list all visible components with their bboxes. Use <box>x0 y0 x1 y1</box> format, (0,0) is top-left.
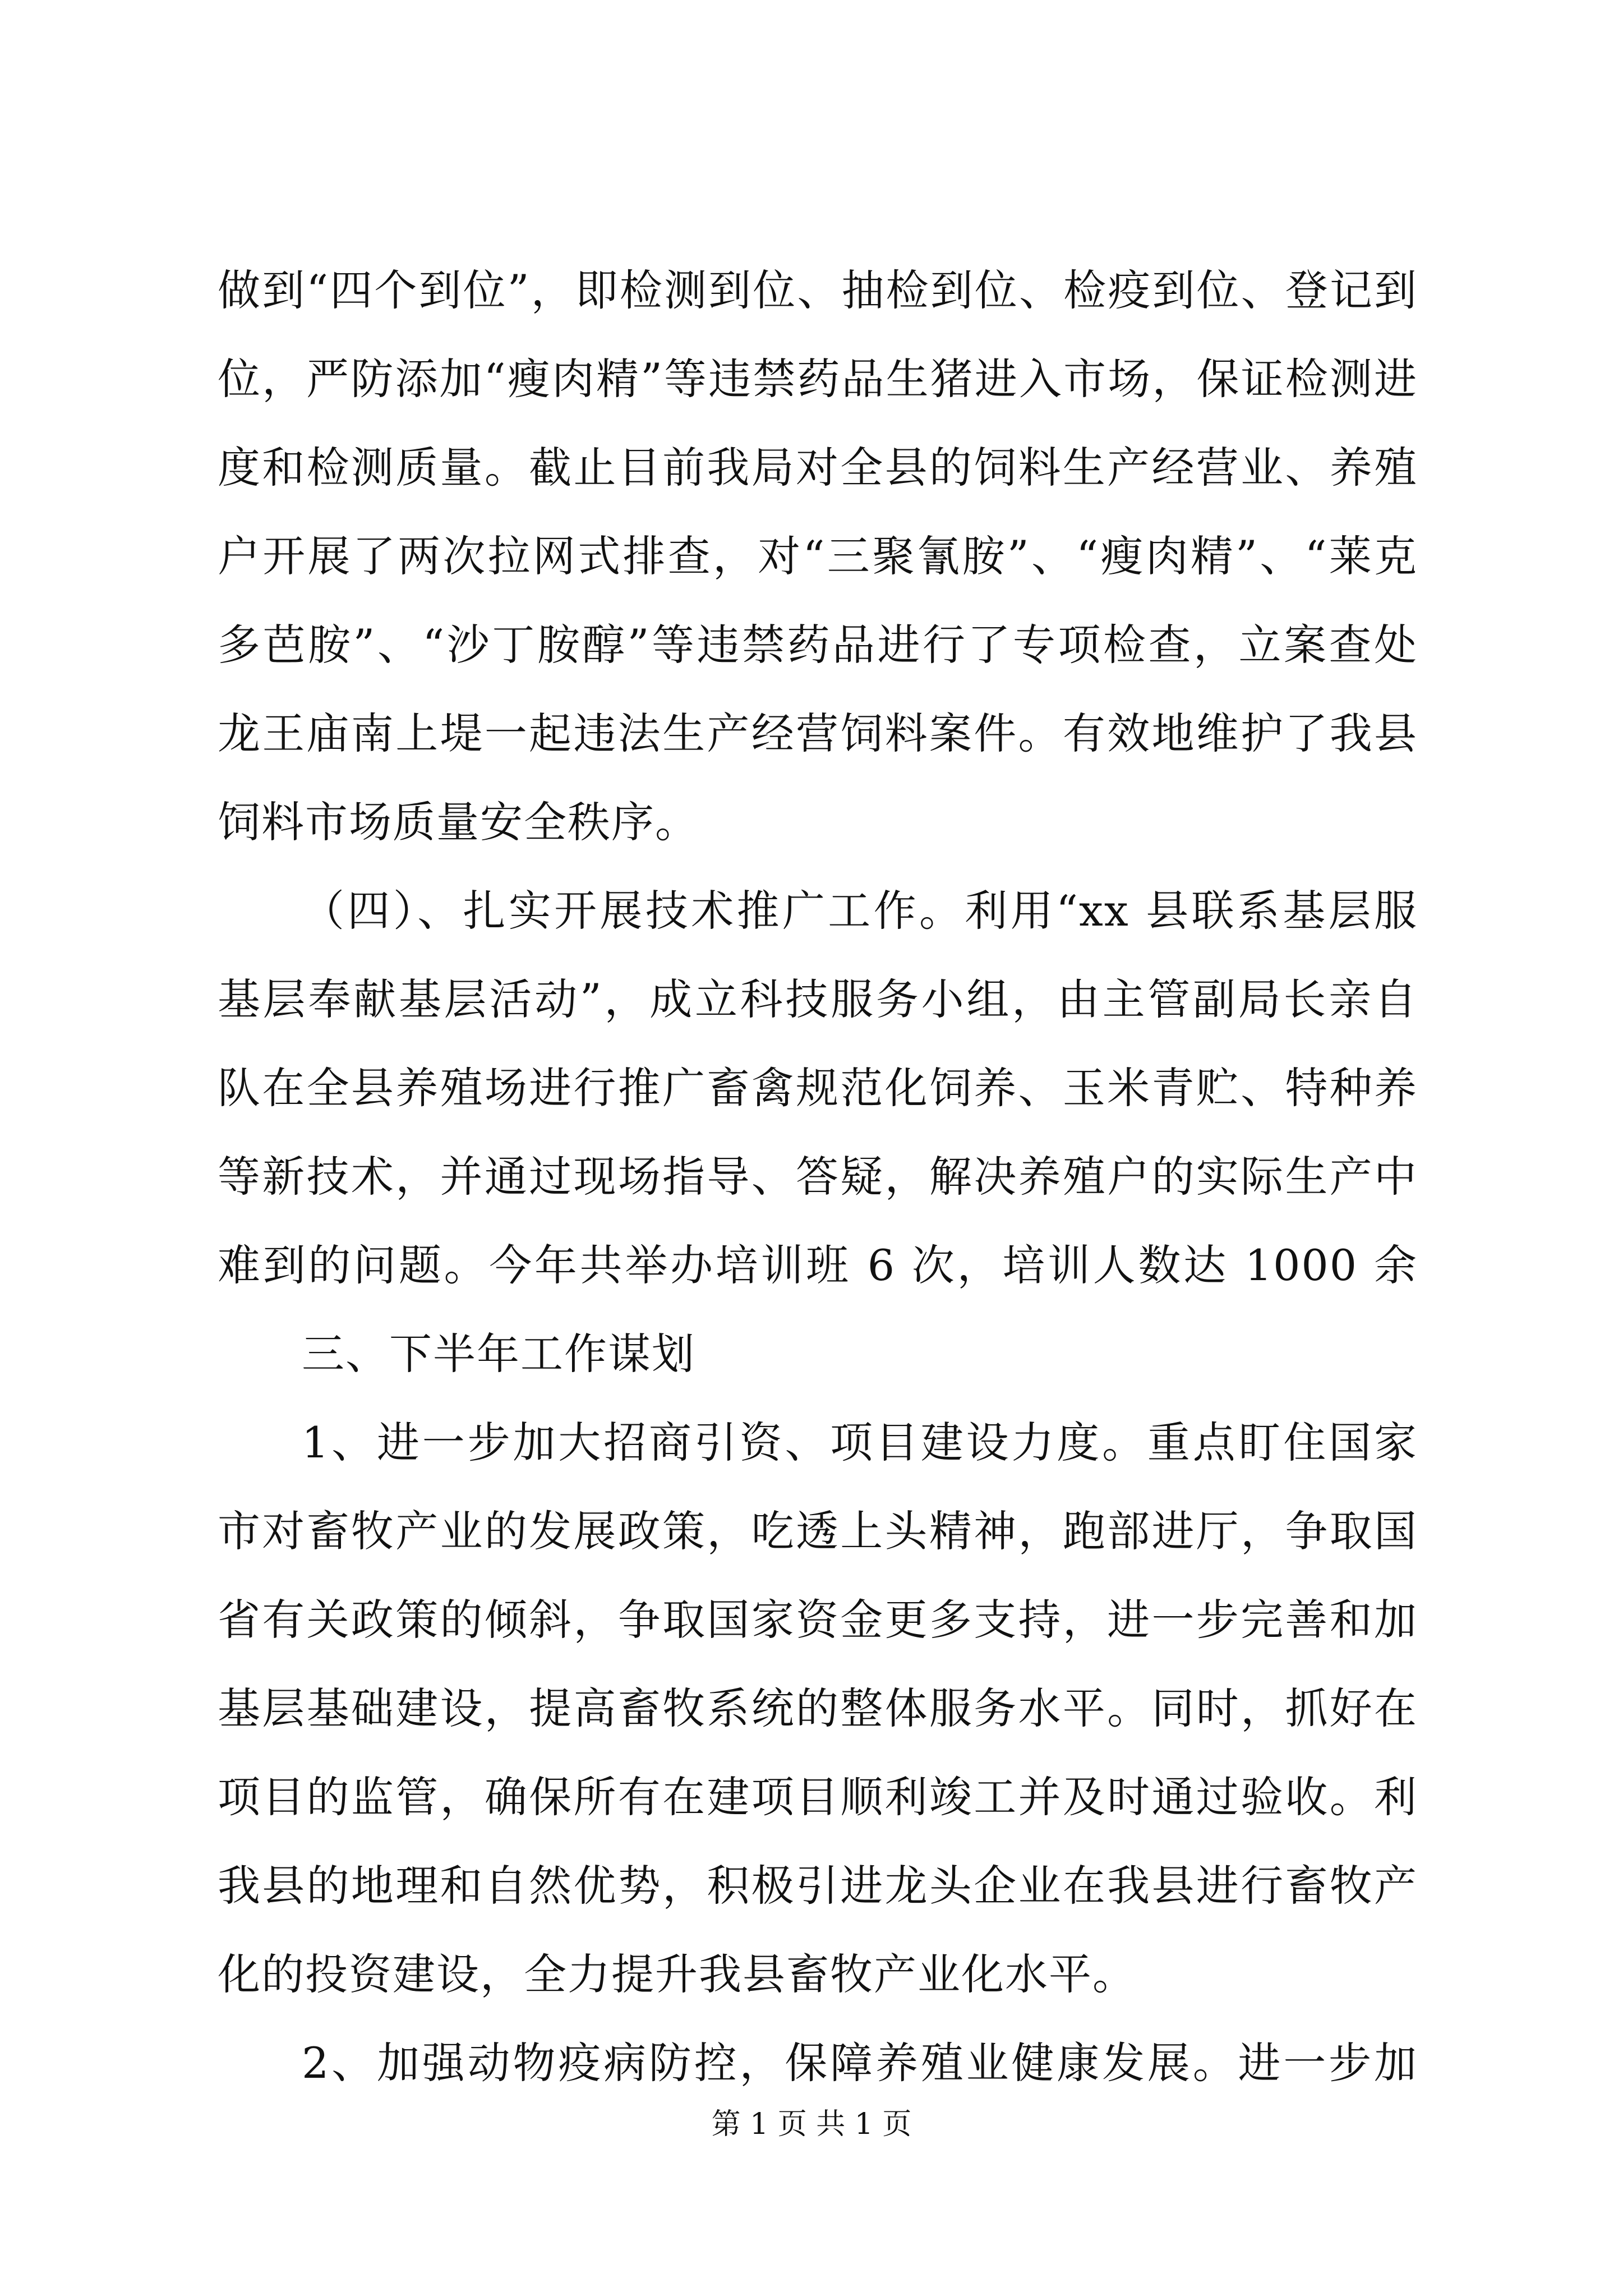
page-footer: 第 1 页 共 1 页 <box>711 2108 912 2141</box>
text-line: 2、加强动物疫病防控，保障养殖业健康发展。进一步加 <box>302 2038 1418 2088</box>
text-line: 度和检测质量。截止目前我局对全县的饲料生产经营业、养殖 <box>218 443 1418 493</box>
text-line: 龙王庙南上堤一起违法生产经营饲料案件。有效地维护了我县 <box>218 708 1418 758</box>
text-line: 基层基础建设，提高畜牧系统的整体服务水平。同时，抓好在 <box>218 1683 1418 1733</box>
text-line: 多芭胺”、“沙丁胺醇”等违禁药品进行了专项检查，立案查处 <box>218 620 1418 670</box>
text-line: 基层奉献基层活动”，成立科技服务小组，由主管副局长亲自 <box>218 974 1418 1024</box>
text-line: 位，严防添加“瘦肉精”等违禁药品生猪进入市场，保证检测进 <box>218 354 1418 404</box>
text-line: 我县的地理和自然优势，积极引进龙头企业在我县进行畜牧产 <box>218 1861 1418 1911</box>
text-line: 队在全县养殖场进行推广畜禽规范化饲养、玉米青贮、特种养 <box>218 1063 1418 1113</box>
text-line: 省有关政策的倾斜，争取国家资金更多支持，进一步完善和加 <box>218 1595 1418 1645</box>
text-line: 等新技术，并通过现场指导、答疑，解决养殖户的实际生产中 <box>218 1152 1418 1202</box>
text-line: （四）、扎实开展技术推广工作。利用“xx 县联系基层服 <box>302 886 1418 936</box>
text-line: 饲料市场质量安全秩序。 <box>218 797 699 847</box>
text-line: 市对畜牧产业的发展政策，吃透上头精神，跑部进厅，争取国 <box>218 1506 1418 1556</box>
text-line: 1、进一步加大招商引资、项目建设力度。重点盯住国家 <box>302 1418 1418 1467</box>
text-line: 难到的问题。今年共举办培训班 6 次，培训人数达 1000 余 <box>218 1240 1418 1290</box>
section-heading: 三、下半年工作谋划 <box>302 1329 695 1379</box>
text-line: 化的投资建设，全力提升我县畜牧产业化水平。 <box>218 1949 1136 1999</box>
text-line: 做到“四个到位”，即检测到位、抽检到位、检疫到位、登记到 <box>218 265 1418 315</box>
text-line: 项目的监管，确保所有在建项目顺利竣工并及时通过验收。利 <box>218 1772 1418 1822</box>
text-line: 户开展了两次拉网式排查，对“三聚氰胺”、“瘦肉精”、“莱克 <box>218 531 1418 581</box>
